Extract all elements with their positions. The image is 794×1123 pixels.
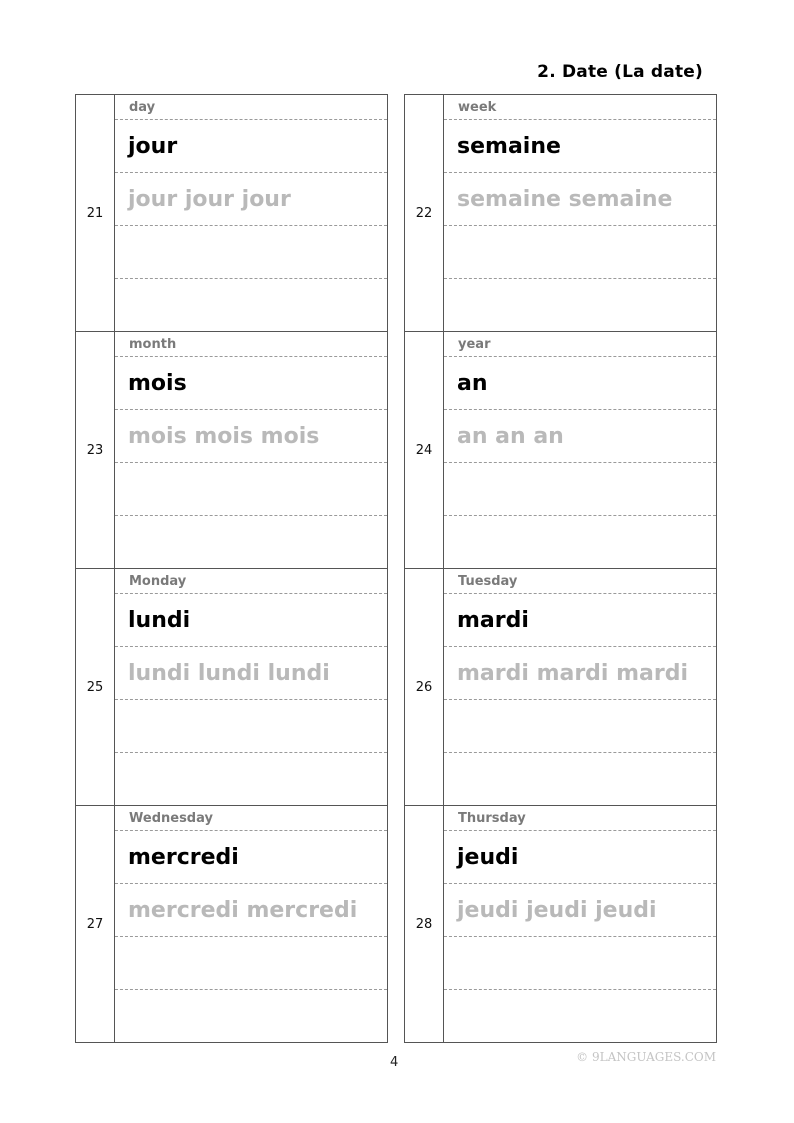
trace-text: an an an bbox=[457, 424, 564, 449]
blank-writing-line[interactable] bbox=[115, 700, 387, 753]
page-title: 2. Date (La date) bbox=[537, 62, 703, 82]
blank-writing-line[interactable] bbox=[115, 990, 387, 1043]
writing-lines bbox=[444, 569, 716, 805]
blank-writing-line[interactable] bbox=[115, 516, 387, 569]
trace-text: mercredi mercredi bbox=[128, 898, 358, 923]
french-word: jeudi bbox=[457, 845, 519, 870]
card-number: 28 bbox=[405, 806, 444, 1042]
vocab-card bbox=[404, 94, 717, 331]
french-word: mercredi bbox=[128, 845, 239, 870]
french-word: mois bbox=[128, 371, 187, 396]
blank-writing-line[interactable] bbox=[444, 700, 716, 753]
vocab-card bbox=[75, 805, 388, 1043]
french-word: jour bbox=[128, 134, 178, 159]
trace-text: jeudi jeudi jeudi bbox=[457, 898, 657, 923]
writing-lines bbox=[115, 95, 387, 331]
trace-text: semaine semaine bbox=[457, 187, 673, 212]
blank-writing-line[interactable] bbox=[115, 937, 387, 990]
blank-writing-line[interactable] bbox=[115, 279, 387, 332]
writing-lines bbox=[444, 806, 716, 1042]
page-number: 4 bbox=[390, 1055, 399, 1070]
french-word: an bbox=[457, 371, 488, 396]
card-number: 26 bbox=[405, 569, 444, 805]
blank-writing-line[interactable] bbox=[444, 990, 716, 1043]
vocab-card bbox=[404, 331, 717, 568]
blank-writing-line[interactable] bbox=[115, 226, 387, 279]
trace-text: lundi lundi lundi bbox=[128, 661, 330, 686]
english-gloss: month bbox=[129, 337, 177, 352]
blank-writing-line[interactable] bbox=[444, 279, 716, 332]
writing-lines bbox=[115, 806, 387, 1042]
blank-writing-line[interactable] bbox=[444, 516, 716, 569]
trace-text: jour jour jour bbox=[128, 187, 291, 212]
card-number: 23 bbox=[76, 332, 115, 568]
writing-lines bbox=[444, 95, 716, 331]
card-number: 27 bbox=[76, 806, 115, 1042]
card-number: 22 bbox=[405, 95, 444, 331]
french-word: lundi bbox=[128, 608, 191, 633]
french-word: semaine bbox=[457, 134, 561, 159]
worksheet-column-right bbox=[404, 94, 717, 1043]
copyright-notice: © 9LANGUAGES.COM bbox=[576, 1050, 716, 1064]
vocab-card bbox=[75, 568, 388, 805]
vocab-card bbox=[75, 94, 388, 331]
blank-writing-line[interactable] bbox=[115, 463, 387, 516]
english-gloss: year bbox=[458, 337, 491, 352]
blank-writing-line[interactable] bbox=[444, 226, 716, 279]
card-number: 24 bbox=[405, 332, 444, 568]
writing-lines bbox=[115, 569, 387, 805]
card-number: 21 bbox=[76, 95, 115, 331]
english-gloss: Wednesday bbox=[129, 811, 213, 826]
english-gloss: Tuesday bbox=[458, 574, 518, 589]
writing-lines bbox=[444, 332, 716, 568]
english-gloss: Monday bbox=[129, 574, 187, 589]
english-gloss: week bbox=[458, 100, 497, 115]
english-gloss: day bbox=[129, 100, 156, 115]
blank-writing-line[interactable] bbox=[444, 937, 716, 990]
french-word: mardi bbox=[457, 608, 529, 633]
vocab-card bbox=[404, 805, 717, 1043]
vocab-card bbox=[75, 331, 388, 568]
trace-text: mardi mardi mardi bbox=[457, 661, 689, 686]
blank-writing-line[interactable] bbox=[444, 463, 716, 516]
writing-lines bbox=[115, 332, 387, 568]
vocab-card bbox=[404, 568, 717, 805]
card-number: 25 bbox=[76, 569, 115, 805]
trace-text: mois mois mois bbox=[128, 424, 320, 449]
english-gloss: Thursday bbox=[458, 811, 526, 826]
blank-writing-line[interactable] bbox=[115, 753, 387, 806]
blank-writing-line[interactable] bbox=[444, 753, 716, 806]
worksheet-column-left bbox=[75, 94, 388, 1043]
